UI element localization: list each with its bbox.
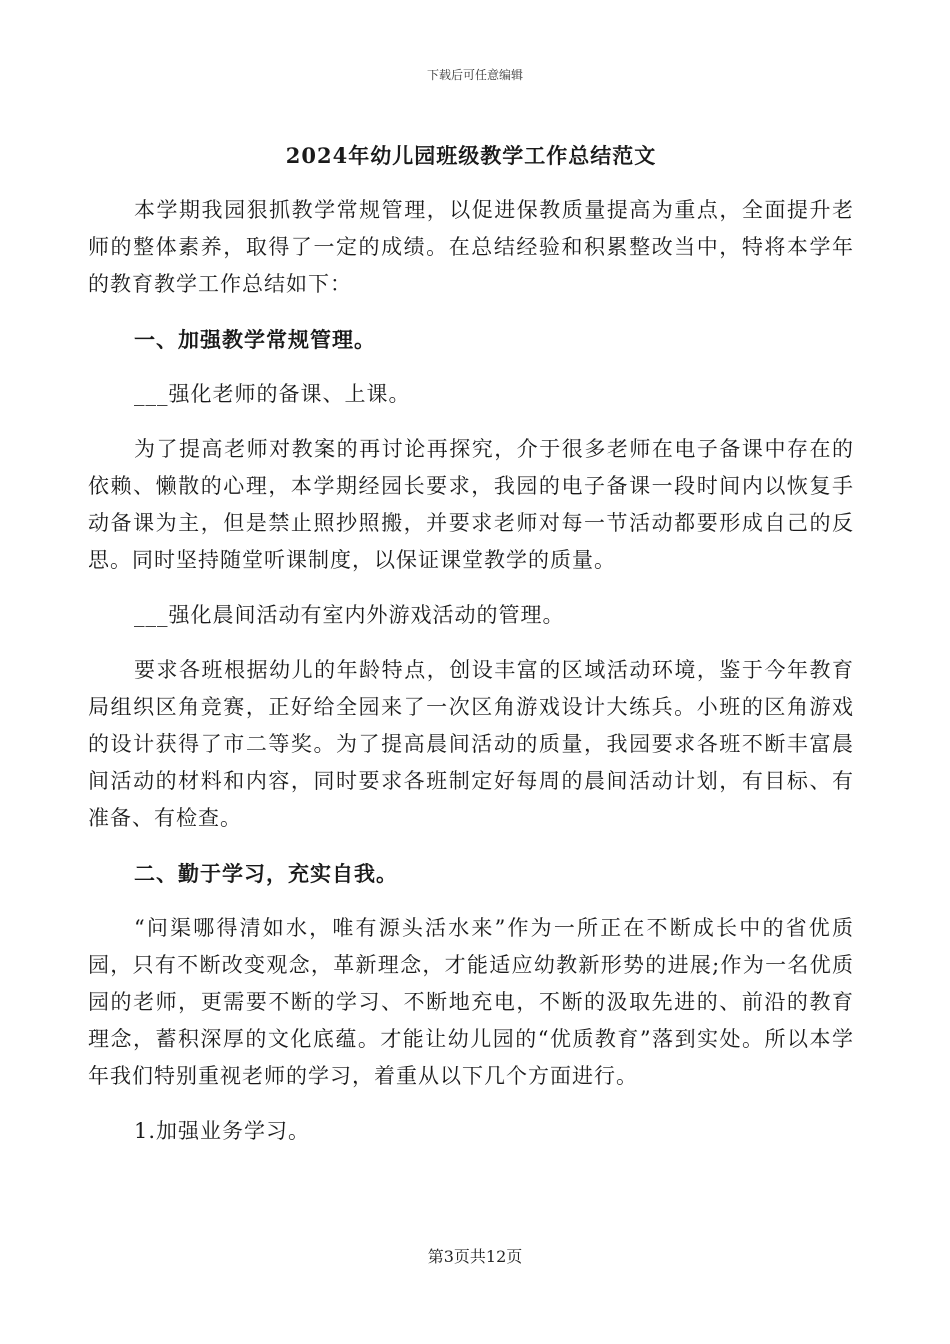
section1-paragraph-1: 为了提高老师对教案的再讨论再探究，介于很多老师在电子备课中存在的依赖、懒散的心理，本学期经园长要求，我园的电子备课一段时间内以恢复手动备课为主，但是禁止照抄照搬，并要求老师对每一节活动都要形成自己的反思。同时坚持随堂听课制度，以保证课堂教学的质量。 xyxy=(88,437,854,572)
page-footer: 第3页共12页 xyxy=(427,1247,523,1266)
section2-paragraph-1: “问渠哪得清如水，唯有源头活水来”作为一所正在不断成长中的省优质园，只有不断改变观念，革新理念，才能适应幼教新形势的进展;作为一名优质园的老师，更需要不断的学习、不断地充电，不断的汲取先进的、前沿的教育理念，蓄积深厚的文化底蕴。才能让幼儿园的“优质教育”落到实处。所以本学年我们特别重视老师的学习，着重从以下几个方面进行。 xyxy=(88,916,854,1088)
section1-paragraph-2: 要求各班根据幼儿的年龄特点，创设丰富的区域活动环境，鉴于今年教育局组织区角竞赛，正好给全园来了一次区角游戏设计大练兵。小班的区角游戏的设计获得了市二等奖。为了提高晨间活动的质量，我园要求各班不断丰富晨间活动的材料和内容，同时要求各班制定好每周的晨间活动计划，有目标、有准备、有检查。 xyxy=(88,658,854,830)
intro-paragraph: 本学期我园狠抓教学常规管理，以促进保教质量提高为重点，全面提升老师的整体素养，取得了一定的成绩。在总结经验和积累整改当中，特将本学年的教育教学工作总结如下： xyxy=(88,198,854,296)
header-note: 下载后可任意编辑 xyxy=(426,68,523,82)
document-body xyxy=(88,140,854,1168)
section1-heading: 一、加强教学常规管理。 xyxy=(134,327,376,352)
section1-subheading-1: ___强化老师的备课、上课。 xyxy=(134,382,411,406)
document-title: 2024年幼儿园班级教学工作总结范文 xyxy=(285,143,657,168)
section2-heading: 二、勤于学习，充实自我。 xyxy=(134,861,398,886)
section2-item-1: 1.加强业务学习。 xyxy=(134,1119,311,1143)
section1-subheading-2: ___强化晨间活动有室内外游戏活动的管理。 xyxy=(134,603,565,627)
